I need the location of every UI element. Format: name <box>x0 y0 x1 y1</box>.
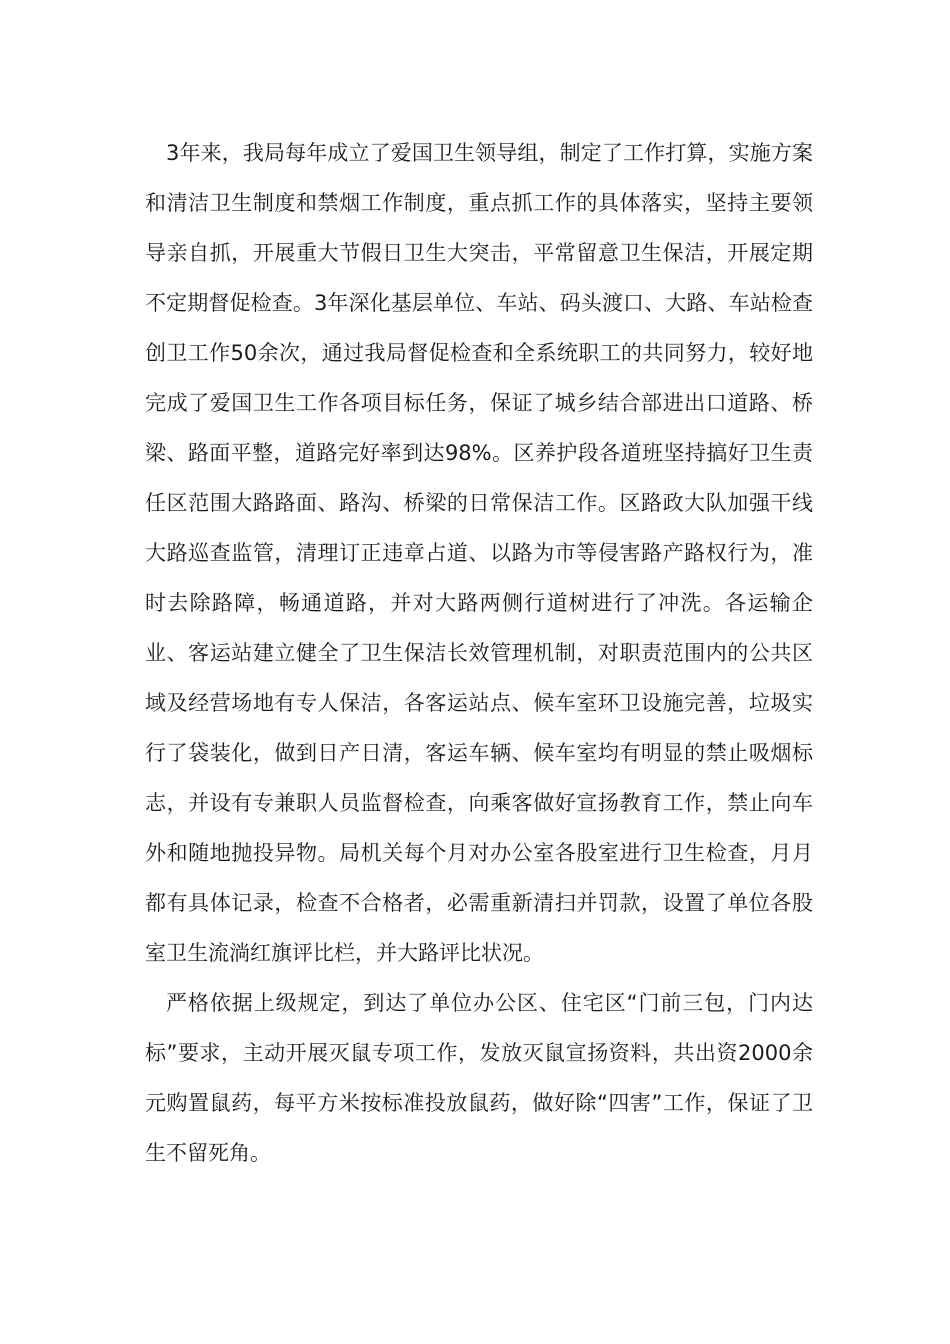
paragraph-2: 严格依据上级规定，到达了单位办公区、住宅区“门前三包，门内达标”要求，主动开展灭鼠专项工作，发放灭鼠宣扬资料，共出资2000余元购置鼠药，每平方米按标准投放鼠药，做好除“四害”工作，保证了卫生不留死角。 <box>145 991 813 1165</box>
paragraph-1: 3年来，我局每年成立了爱国卫生领导组，制定了工作打算，实施方案和清洁卫生制度和禁烟工作制度，重点抓工作的具体落实，坚持主要领导亲自抓，开展重大节假日卫生大突击，平常留意卫生保洁，开展定期不定期督促检查。3年深化基层单位、车站、码头渡口、大路、车站检查创卫工作50余次，通过我局督促检查和全系统职工的共同努力，较好地完成了爱国卫生工作各项目标任务，保证了城乡结合部进出口道路、桥梁、路面平整，道路完好率到达98%。区养护段各道班坚持搞好卫生责任区范围大路路面、路沟、桥梁的日常保洁工作。区路政大队加强干线大路巡查监管，清理订正违章占道、以路为市等侵害路产路权行为，准时去除路障，畅通道路，并对大路两侧行道树进行了冲洗。各运输企业、客运站建立健全了卫生保洁长效管理机制，对职责范围内的公共区域及经营场地有专人保洁，各客运站点、候车室环卫设施完善，垃圾实行了袋装化，做到日产日清，客运车辆、候车室均有明显的禁止吸烟标志，并设有专兼职人员监督检查，向乘客做好宣扬教育工作，禁止向车外和随地抛投异物。局机关每个月对办公室各股室进行卫生检查，月月都有具体记录，检查不合格者，必需重新清扫并罚款，设置了单位各股室卫生流淌红旗评比栏，并大路评比状况。 <box>145 141 813 965</box>
document-body <box>145 128 813 1178</box>
